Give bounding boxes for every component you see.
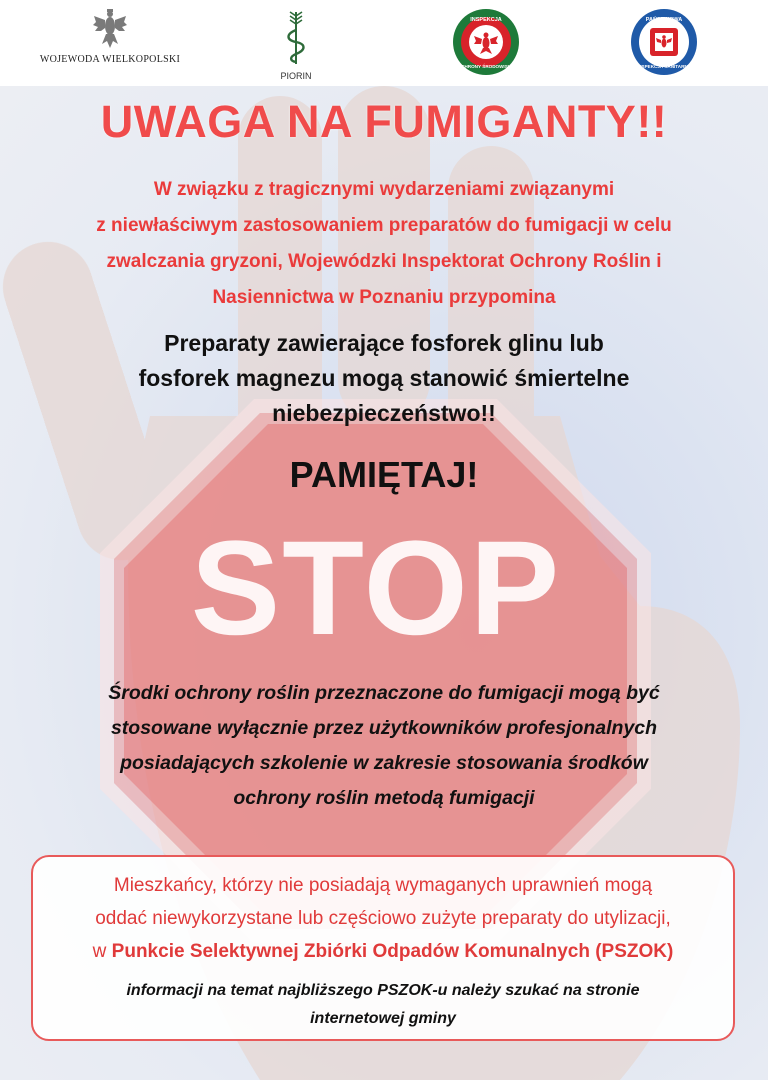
pszok-info (73, 977, 693, 1033)
piorin-logo (274, 8, 318, 81)
warning-text (80, 326, 688, 431)
intro-line: zwalczania gryzoni, Wojewódzki Inspektorat Ochrony Roślin i (106, 251, 662, 272)
intro-line: W związku z tragicznymi wydarzeniami związanymi (153, 179, 615, 200)
wojewoda-caption: WOJEWODA WIELKOPOLSKI (39, 54, 181, 65)
pszok-info-line: internetowej gminy (310, 1010, 456, 1027)
warning-line: Preparaty zawierające fosforek glinu lub (164, 330, 604, 356)
header-logos (0, 0, 768, 86)
notice-line: Środki ochrony roślin przeznaczone do fumigacji mogą być (108, 682, 660, 704)
pis-top-text: PAŃSTWOWA (645, 17, 683, 23)
pszok-line: oddać niewykorzystane lub częściowo zużyte preparaty do utylizacji, (95, 908, 671, 929)
eagle-badge-icon (630, 8, 698, 76)
intro-line: z niewłaściwym zastosowaniem preparatów do fumigacji w celu (96, 215, 672, 236)
intro-line: Nasiennictwa w Poznaniu przypomina (212, 287, 556, 308)
notice-line: ochrony roślin metodą fumigacji (233, 787, 535, 809)
ior-bottom-text: OCHRONY ŚRODOWISKA (457, 64, 515, 69)
ior-top-text: INSPEKCJA (470, 17, 502, 23)
plant-snake-icon (281, 8, 311, 66)
pszok-name: Punkcie Selektywnej Zbiórki Odpadów Komunalnych (PSZOK) (111, 941, 674, 962)
pis-bottom-text: INSPEKCJA SANITARNA (636, 64, 692, 69)
eagle-emblem-icon (93, 8, 127, 52)
eagle-badge-icon (452, 8, 520, 76)
notice-line: posiadających szkolenie w zakresie stosowania środków (120, 752, 648, 774)
notice-line: stosowane wyłącznie przez użytkowników profesjonalnych (110, 717, 658, 739)
remember-heading: PAMIĘTAJ! (289, 454, 479, 495)
warning-line: niebezpieczeństwo!! (272, 400, 496, 426)
pszok-info-line: informacji na temat najbliższego PSZOK-u należy szukać na stronie (126, 982, 640, 999)
pszok-info-box (31, 855, 735, 1041)
stop-sign-text: STOP (190, 514, 562, 663)
pis-logo (630, 8, 698, 76)
poster-body (0, 86, 768, 1080)
pszok-line: Mieszkańcy, którzy nie posiadają wymaganych uprawnień mogą (113, 875, 653, 896)
pszok-prefix: w (92, 941, 112, 962)
piorin-caption: PIORIN (280, 71, 312, 81)
intro-text (40, 172, 728, 316)
wojewoda-logo (30, 8, 190, 65)
pszok-line (53, 935, 713, 968)
ior-logo (452, 8, 520, 76)
warning-line: fosforek magnezu mogą stanowić śmiertelne (138, 365, 630, 391)
pszok-text (53, 869, 713, 968)
professional-use-notice (60, 676, 708, 816)
poster-title: UWAGA NA FUMIGANTY!! (100, 96, 668, 147)
